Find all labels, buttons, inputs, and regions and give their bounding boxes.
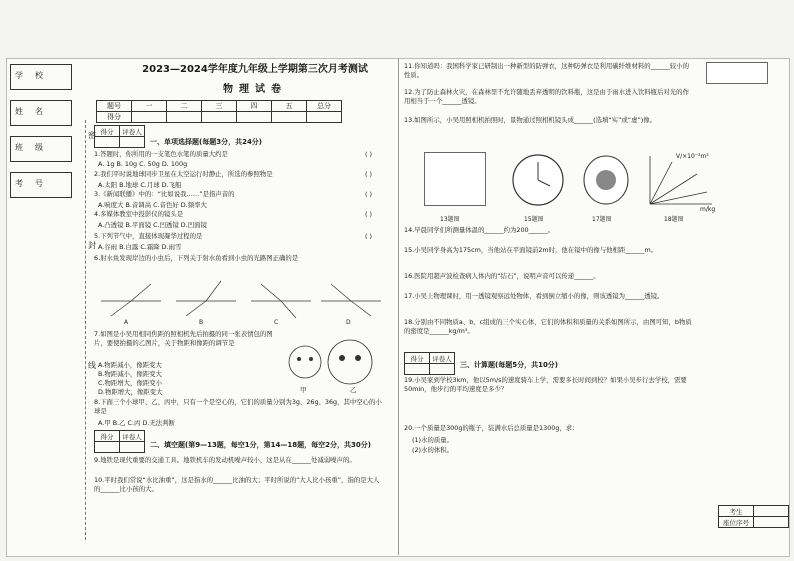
question-9: 9.地铁是现代重要的交通工具。地铁机车的发动机噪声较小，这是从在______处减弱噪声的。	[94, 456, 356, 464]
caption-18: 18题图	[664, 216, 684, 223]
grader-blank	[430, 364, 455, 375]
question-20-part1: (1)水的质量。	[412, 436, 454, 444]
question-8: 8.下面三个小球甲、乙、丙中，只有一个是空心的，它们的质量分别为3g、26g、36g，其中空心的小球是	[94, 398, 382, 415]
question-7: 7.如图是小吴用相同焦距的照相机先后拍摄的同一张表情包的图片，要使拍摄的乙图片，关于物距和像距的调节是	[94, 330, 273, 347]
question-13: 13.如图所示，小吴用照相机拍照时，景物通过照相机镜头成______(选填“实”或“虚”)像。	[404, 116, 657, 124]
score-head: 二	[167, 101, 202, 112]
score-head: 三	[202, 101, 237, 112]
figure-17-lens	[578, 152, 634, 208]
options-4: A.凸透镜 B.平面镜 C.凹透镜 D.凹面镜	[98, 221, 207, 229]
grader-score: 得分	[95, 126, 120, 137]
options-3: A.响度大 B.音调高 C.音色好 D.频率大	[98, 201, 207, 209]
score-cell	[307, 112, 342, 123]
svg-text:C: C	[274, 319, 279, 326]
grader-blank	[120, 137, 145, 148]
grader-box	[404, 352, 455, 375]
grader-score: 得分	[405, 353, 430, 364]
seal-char-xian: 线	[88, 361, 96, 370]
grader-blank	[95, 442, 120, 453]
caption-13: 13题图	[440, 216, 460, 223]
grader-score: 得分	[95, 431, 120, 442]
graph-x-label: m/kg	[700, 206, 716, 213]
score-head: 一	[132, 101, 167, 112]
page-divider	[398, 58, 399, 555]
score-table	[96, 100, 342, 123]
question-16: 16.医院用超声波检查病人体内的“结石”，说明声音可以传递______。	[404, 272, 600, 280]
svg-text:D: D	[346, 319, 351, 326]
score-cell	[237, 112, 272, 123]
question-4: 4.多媒体教室中投影仪的镜头是	[94, 210, 184, 218]
class-label: 班级	[15, 143, 55, 152]
question-5: 5.下列节气中，直接体现凝华过程的是	[94, 232, 203, 240]
grader-blank	[95, 137, 120, 148]
question-20-part2: (2)水的体积。	[412, 446, 454, 454]
question-14: 14.早晨同学们所测量体温的______约为200______。	[404, 226, 555, 234]
score-head: 题号	[97, 101, 132, 112]
caption-15: 15题图	[524, 216, 544, 223]
question-11: 11.你知道吗：我国科学家已研制出一种新型的防弹衣，这种防弹衣是利用碳纤维材料的______较小的性质。	[404, 62, 689, 79]
score-head: 五	[272, 101, 307, 112]
graph-y-label: V/×10⁻³m³	[676, 153, 709, 160]
option-7a: A.物距减小，像距变大	[98, 361, 162, 369]
question-6: 6.射水鱼发现岸边的小虫后，下列关于射水鱼看到小虫的光路图正确的是	[94, 254, 299, 262]
score-cell: 得分	[97, 112, 132, 123]
seat-label-2: 座位序号	[719, 517, 754, 528]
option-7c: C.物距增大，像距变小	[98, 379, 163, 387]
grader-box	[94, 430, 145, 453]
options-8: A.甲 B.乙 C.丙 D.无法判断	[98, 419, 175, 427]
answer-paren: ( )	[365, 232, 373, 240]
figure-label-yi: 乙	[350, 386, 357, 394]
figure-13-photo	[424, 152, 486, 206]
score-cell	[272, 112, 307, 123]
figure-18-graph	[642, 152, 718, 212]
light-path-diagrams	[96, 276, 386, 326]
exam-number-field	[10, 172, 72, 198]
svg-text:B: B	[199, 319, 204, 326]
answer-paren: ( )	[365, 170, 373, 178]
answer-paren: ( )	[365, 210, 373, 218]
seat-number-box	[718, 505, 789, 528]
question-17: 17.小吴上物理课时，用一透镜观察远处物体，看到倒立缩小的像，则该透镜为______透镜。	[404, 292, 664, 300]
exam-subtitle: 物理试卷	[223, 84, 287, 95]
q11-figure	[706, 62, 768, 84]
score-head: 四	[237, 101, 272, 112]
question-10: 10.平时我们常说“水比油重”，这是指水的______比油的大；平时所说的“大人比小孩重”，指的是大人的______比小孩的大。	[94, 476, 380, 493]
section-2-heading: 二、填空题(第9—13题，每空1分，第14—18题，每空2分，共30分)	[150, 441, 371, 449]
question-15: 15.小吴同学身高为175cm，当他站在平面镜前2m时，他在镜中的像与他相距______m。	[404, 246, 658, 254]
seal-char-feng: 封	[88, 241, 96, 250]
score-head: 总分	[307, 101, 342, 112]
grader-reviewer: 评卷人	[430, 353, 455, 364]
seat-blank	[754, 506, 789, 517]
name-field	[10, 100, 72, 126]
option-7d: D.物距增大，像距变大	[98, 388, 163, 396]
grader-reviewer: 评卷人	[120, 126, 145, 137]
answer-paren: ( )	[365, 150, 373, 158]
grader-blank	[120, 442, 145, 453]
answer-paren: ( )	[365, 190, 373, 198]
score-cell	[167, 112, 202, 123]
seat-label-1: 考生	[719, 506, 754, 517]
school-label: 学校	[15, 71, 55, 80]
class-field	[10, 136, 72, 162]
svg-text:A: A	[124, 319, 129, 326]
grader-blank	[405, 364, 430, 375]
seal-char-mi: 密	[88, 131, 96, 140]
question-19: 19.小吴家到学校3km，他以5m/s的速度骑车上学，需要多长时间到校？如果小吴步行去学校，需要50min，他步行的平均速度是多少？	[404, 376, 687, 393]
figure-label-jia: 甲	[300, 386, 307, 394]
options-2: A.太阳 B.地球 C.月球 D.飞船	[98, 181, 182, 189]
caption-17: 17题图	[592, 216, 612, 223]
section-3-heading: 三、计算题(每题5分，共10分)	[460, 361, 559, 369]
score-cell	[202, 112, 237, 123]
name-label: 姓名	[15, 107, 55, 116]
options-5: A.谷雨 B.白露 C.霜降 D.雨雪	[98, 243, 182, 251]
question-12: 12.为了防止森林火灾，在森林里不允许随地丢弃透明的饮料瓶，这是由于雨水进入饮料瓶后对光的作用相当于一个______透镜。	[404, 88, 689, 105]
score-cell	[132, 112, 167, 123]
question-3: 3.《新闻联播》中的：“比如说我……”是指声音的	[94, 190, 235, 198]
seat-blank	[754, 517, 789, 528]
seal-line	[85, 120, 86, 540]
option-7b: B.物距减小，像距变大	[98, 370, 162, 378]
emoji-photos-figure	[280, 334, 380, 394]
exam-title: 2023—2024学年度九年级上学期第三次月考测试	[142, 64, 368, 75]
options-1: A. 1g B. 10g C. 50g D. 100g	[98, 160, 188, 168]
question-2: 2.我们平时说地球同步卫星在太空运行时静止，所选的参照物是	[94, 170, 273, 178]
grader-reviewer: 评卷人	[120, 431, 145, 442]
question-1: 1.答题时，你所用的一支笔色水笔的质量大约是	[94, 150, 228, 158]
section-1-heading: 一、单项选择题(每题3分，共24分)	[150, 138, 263, 146]
school-field	[10, 64, 72, 90]
figure-15-clock	[510, 152, 566, 208]
question-18: 18.分别由不同物质a、b、c组成的三个实心体，它们的体积和质量的关系如图所示，由图可知，b物质的密度是______kg/m³。	[404, 318, 692, 335]
question-20: 20.一个质量是300g的瓶子，装满水后总质量是1300g，求：	[404, 424, 579, 432]
exam-number-label: 考号	[15, 179, 55, 188]
grader-box	[94, 125, 145, 148]
